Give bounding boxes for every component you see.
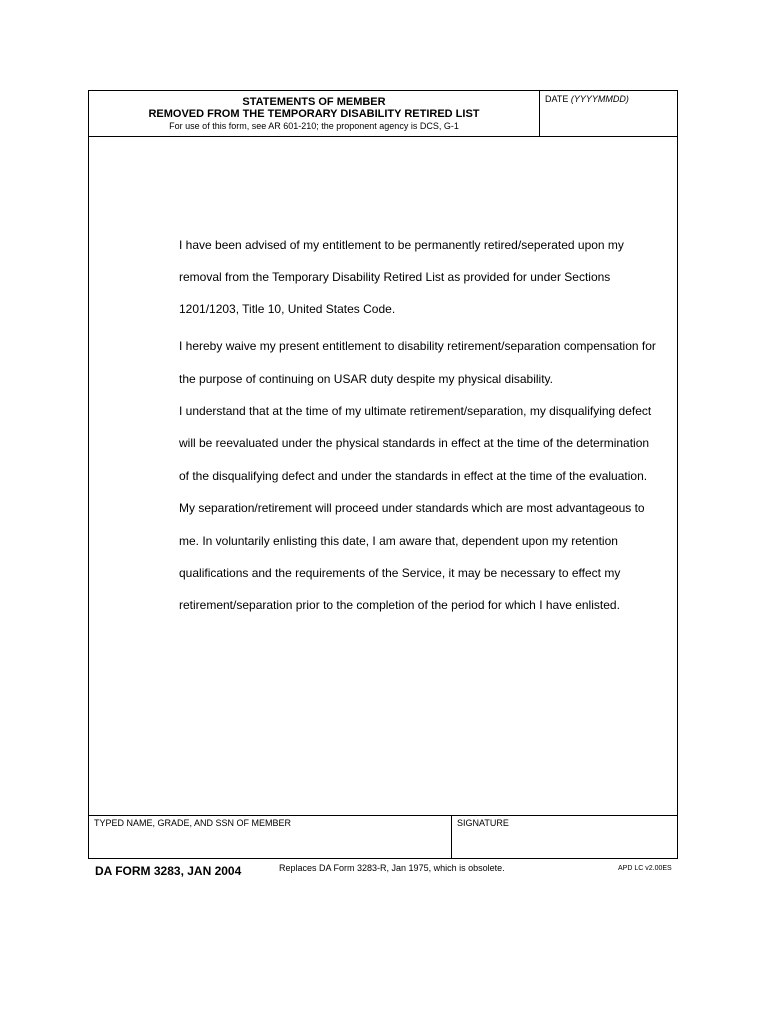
signature-field[interactable] bbox=[452, 816, 677, 858]
form-title-block bbox=[89, 91, 540, 136]
form-usage-note: For use of this form, see AR 601-210; the proponent agency is DCS, G-1 bbox=[169, 121, 459, 131]
version-tag: APD LC v2.00ES bbox=[618, 865, 672, 872]
form-frame bbox=[88, 90, 678, 859]
date-label-text: DATE bbox=[545, 94, 569, 104]
member-name-field[interactable] bbox=[89, 816, 452, 858]
statement-paragraph-2: I hereby waive my present entitlement to disability retirement/separation compensation for the purpose of continuing on USAR duty despite my physical disability. bbox=[179, 339, 656, 386]
date-field[interactable] bbox=[540, 91, 677, 136]
statement-body bbox=[179, 229, 659, 622]
signature-label: SIGNATURE bbox=[457, 818, 509, 828]
signature-row bbox=[89, 815, 677, 858]
date-label bbox=[545, 94, 629, 104]
form-number: DA FORM 3283, JAN 2004 bbox=[95, 864, 242, 878]
replaces-note: Replaces DA Form 3283-R, Jan 1975, which is obsolete. bbox=[279, 863, 505, 873]
date-format-hint: (YYYYMMDD) bbox=[570, 94, 629, 104]
form-header bbox=[89, 91, 677, 137]
member-name-label: TYPED NAME, GRADE, AND SSN OF MEMBER bbox=[94, 818, 292, 828]
form-title-line1: STATEMENTS OF MEMBER bbox=[242, 96, 386, 108]
statement-paragraph-1: I have been advised of my entitlement to be permanently retired/seperated upon my removal from the Temporary Disability Retired List as provided for under Sections 1201/1203, Title 10, United States Code. bbox=[179, 238, 624, 316]
statement-paragraph-3: I understand that at the time of my ultimate retirement/separation, my disqualifying defect will be reevaluated under the physical standards in effect at the time of the determination of the disqualifying defect and under the standards in effect at the time of the evaluation. My separation/retirement will proceed under standards which are most advantageous to me. In voluntarily enlisting this date, I am aware that, dependent upon my retention qualifications and the requirements of the Service, it may be necessary to effect my retirement/separation prior to the completion of the period for which I have enlisted. bbox=[179, 404, 652, 613]
form-title-line2: REMOVED FROM THE TEMPORARY DISABILITY RETIRED LIST bbox=[148, 108, 480, 120]
